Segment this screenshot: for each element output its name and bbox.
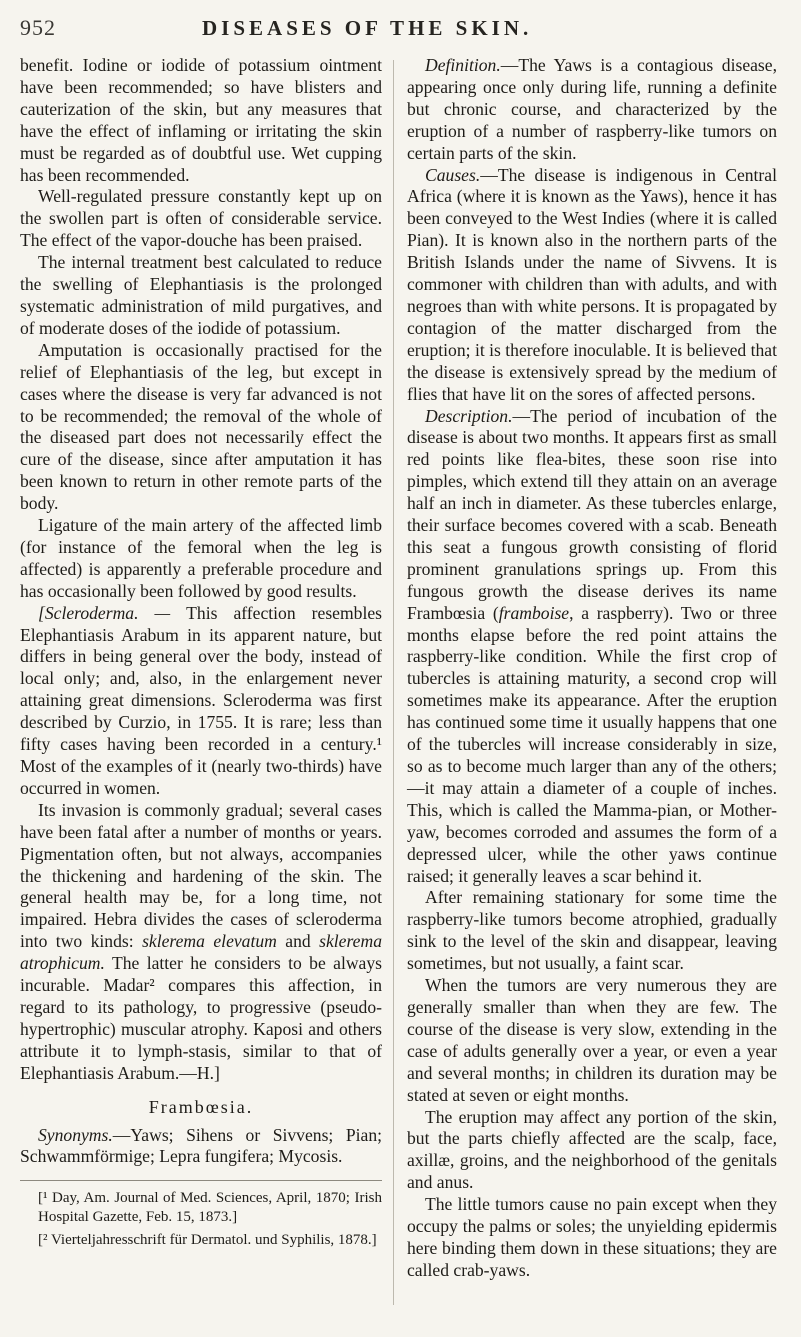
paragraph-benefit: benefit. Iodine or iodide of potassium ointment have been recommended; so have blisters and cauterization of the skin, but any measures that have the effect of inflaming or irritating the skin must be regarded as of doubtful use. Wet cupping has been recommended. xyxy=(20,55,382,185)
paragraph-internal-treatment: The internal treatment best calculated to reduce the swelling of Elephantiasis is the prolonged systematic administration of mild purgatives, and of moderate doses of the iodide of potassium. xyxy=(20,252,382,338)
footnote-2: [² Vierteljahresschrift für Dermatol. und Syphilis, 1878.] xyxy=(38,1232,377,1249)
running-head: DISEASES OF THE SKIN. xyxy=(202,16,533,40)
definition-body: —The Yaws is a contagious disease, appearing once only during life, running a definite but chronic course, and characterized by the eruption of a number of raspberry-like tumors on certain parts of the skin. xyxy=(407,55,777,163)
sklerema-atrophicum: sklerema atrophicum. xyxy=(20,931,382,974)
paragraph-amputation: Amputation is occasionally practised for the relief of Elephantiasis of the leg, but except in cases where the disease is very far advanced is not to be recommended; the removal of the whole of the diseased part does not necessarily effect the cure of the disease, since after amputation it has been known to return in other remote parts of the body. xyxy=(20,339,382,514)
paragraph-eruption: The eruption may affect any portion of the skin, but the parts chiefly affected are the scalp, face, axillæ, groins, and the neighborhood of the genitals and anus. xyxy=(407,1106,777,1193)
paragraph-scleroderma xyxy=(20,603,382,800)
section-heading-frambœsia: Frambœsia. xyxy=(148,1096,254,1117)
paragraph-description xyxy=(407,406,777,888)
paragraph-when-tumors: When the tumors are very numerous they are generally smaller than when they are few. The course of the disease is very slow, extending in the case of adults generally over a year, or even a year and several months; in children its duration may be stated at seven or eight months. xyxy=(407,975,777,1105)
sklerema-elevatum: sklerema elevatum xyxy=(142,931,277,952)
synonyms-body: —Yaws; Sihens or Sivvens; Pian; Schwammförmige; Lepra fungifera; Mycosis. xyxy=(20,1124,382,1167)
right-column xyxy=(407,55,777,1282)
synonyms-lead: Synonyms. xyxy=(38,1124,113,1145)
causes-lead: Causes. xyxy=(425,164,481,185)
footnotes xyxy=(20,1180,382,1250)
definition-lead: Definition. xyxy=(425,55,501,75)
scleroderma-body: This affection resembles Elephantiasis Arabum in its apparent nature, but differs in being general over the body, instead of local only; and, also, in the enlargement never attaining great dimensions. Scleroderma was first described by Curzio, in 1755. It is rare; less than fifty cases having been recorded in a century.¹ Most of the examples of it (nearly two-thirds) have occurred in women. xyxy=(20,602,382,798)
left-column xyxy=(20,55,382,1254)
column-divider xyxy=(393,60,394,1305)
paragraph-causes xyxy=(407,165,777,406)
description-lead: Description. xyxy=(425,405,513,426)
paragraph-little-tumors: The little tumors cause no pain except when they occupy the palms or soles; the unyielding epidermis here binding them down in these situations; they are called crab-yaws. xyxy=(407,1194,777,1280)
page-header xyxy=(20,15,780,45)
scleroderma-lead: [Scleroderma. — xyxy=(38,602,187,623)
description-part-b: , a raspberry). Two or three months elapse before the red point attains the raspberry-like condition. While the first crop of tubercles is attaining maturity, a second crop will sometimes make its appearance. After the eruption has continued some time it usually happens that one of the tubercles will increase considerably in size, so as to become much larger than any of the others; —it may attain a diameter of a couple of inches. This, which is called the Mamma-pian, or Mother-yaw, becomes corroded and assumes the form of a depressed ulcer, while the other yaws continue raised; it generally leaves a scar behind it. xyxy=(407,602,777,886)
invasion-part-a: Its invasion is commonly gradual; several cases have been fatal after a number of months or years. Pigmentation often, but not always, accompanies the thickening and hardening of the skin. The general health may be, for a long time, not impaired. Hebra divides the cases of scleroderma into two kinds: xyxy=(20,799,382,952)
paragraph-after-remaining: After remaining stationary for some time the raspberry-like tumors become atrophied, gradually sink to the level of the skin and disappear, leaving sometimes, but not usually, a faint scar. xyxy=(407,887,777,974)
paragraph-definition xyxy=(407,55,777,165)
paragraph-synonyms xyxy=(20,1125,382,1169)
page-number: 952 xyxy=(20,15,56,40)
causes-body: —The disease is indigenous in Central Africa (where it is known as the Yaws), hence it has been conveyed to the West Indies (where it is called Pian). It is known also in the northern parts of the British Islands under the name of Sivvens. It is commoner with children than with adults, and with negroes than with white persons. It is propagated by contagion of the matter discharged from the eruption; it is therefore inoculable. It is believed that the disease is extensively spread by the medium of flies that have lit on the sores of affected persons. xyxy=(407,164,777,404)
description-part-a: —The period of incubation of the disease is about two months. It appears first as small red points like flea-bites, these soon rise into pimples, which extend till they attain on an average half an inch in diameter. As these tubercles enlarge, their surface becomes covered with a scab. Beneath this seat a fungous growth consisting of florid prominent granulations springs up. From this fungous growth the disease derives its name Frambœsia ( xyxy=(407,405,777,623)
footnote-1: [¹ Day, Am. Journal of Med. Sciences, April, 1870; Irish Hospital Gazette, Feb. 15, 1873.] xyxy=(38,1190,382,1226)
paragraph-pressure: Well-regulated pressure constantly kept up on the swollen part is often of considerable service. The effect of the vapor-douche has been praised. xyxy=(20,186,382,251)
invasion-and: and xyxy=(276,931,320,952)
invasion-part-c: The latter he considers to be always incurable. Madar² compares this affection, in regard to its pathology, to progressive (pseudo-hypertrophic) muscular atrophy. Kaposi and others attribute it to lymph-stasis, similar to that of Elephantiasis Arabum.—H.] xyxy=(20,953,382,1083)
paragraph-invasion xyxy=(20,800,382,1085)
framboise-word: framboise xyxy=(498,602,570,623)
paragraph-ligature: Ligature of the main artery of the affected limb (for instance of the femoral when the leg is affected) is apparently a preferable procedure and has occasionally been followed by good results. xyxy=(20,515,382,601)
